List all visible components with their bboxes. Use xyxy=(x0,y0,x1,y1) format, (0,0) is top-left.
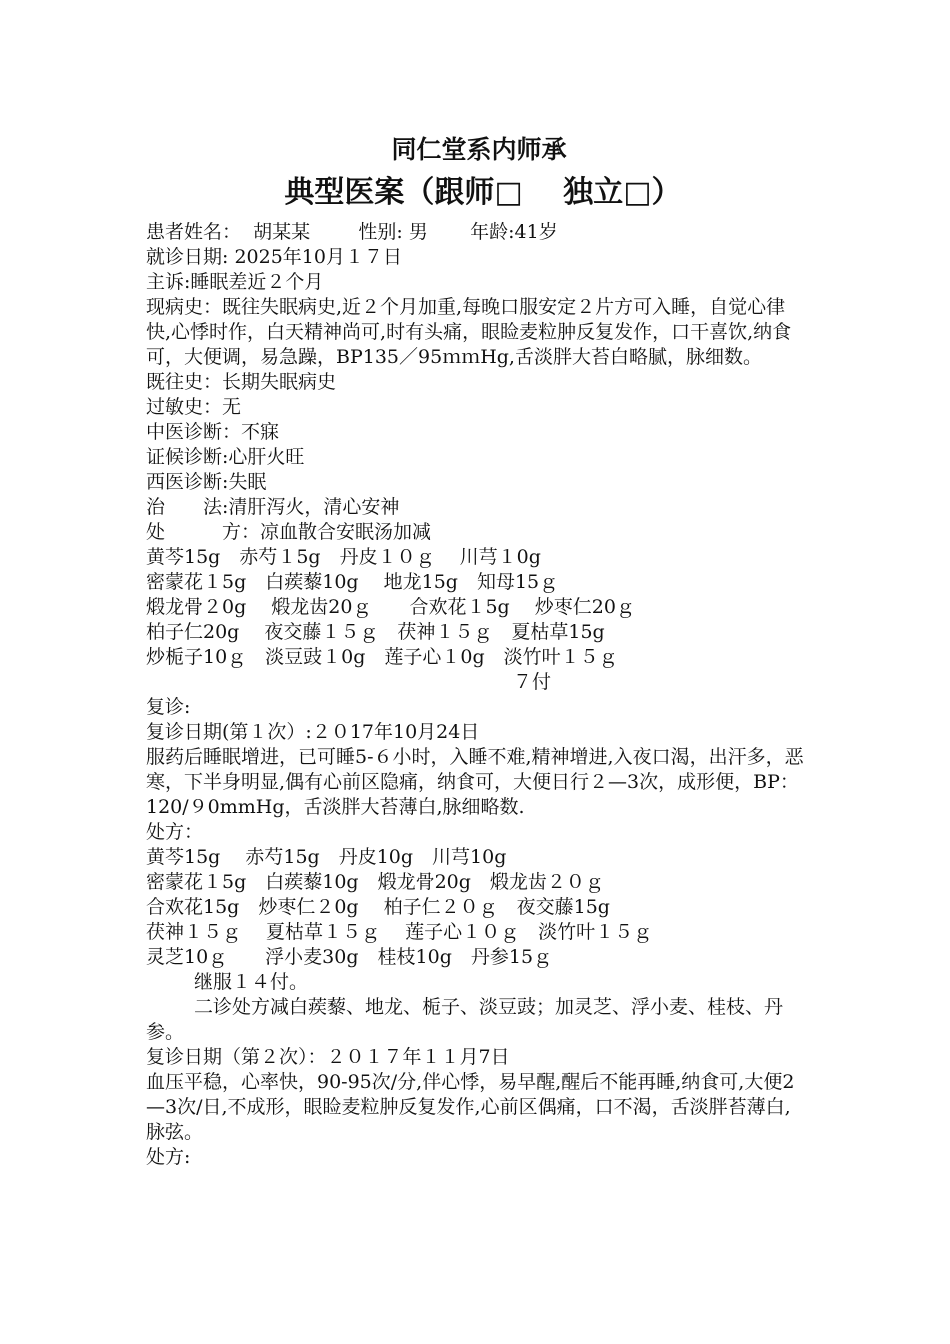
prescription-line: 合欢花15g 炒枣仁２0g 柏子仁２０ｇ 夜交藤15g xyxy=(146,896,610,918)
present-history: 现病史：既往失眠病史,近２个月加重,每晚口服安定２片方可入睡，自觉心律快,心悸时作，白天精神尚可,时有头痛，眼睑麦粒肿反复发作，口干喜饮,纳食可，大便调，易急躁，BP135／95ｍｍHg,舌淡胖大苔白略腻，脉细数。 xyxy=(146,296,792,368)
prescription-line: 柏子仁20g 夜交藤１５ｇ 茯神１５ｇ 夏枯草15g xyxy=(146,621,605,643)
visit-date: 就诊日期: 2025年10月１７日 xyxy=(146,246,402,268)
case-record-page xyxy=(146,130,808,1170)
followup-1-text: 服药后睡眠增进，已可睡5-６小时，入睡不难,精神增进,入夜口渴，出汗多，恶寒，下半身明显,偶有心前区隐痛，纳食可，大便日行２—3次，成形便，BP：120/９0mmHg，舌淡胖大苔薄白,脉细略数. xyxy=(146,746,804,818)
followup-2-rx-label: 处方: xyxy=(146,1146,191,1168)
followup-2-date: 复诊日期（第２次）：２０１７年１１月7日 xyxy=(146,1046,510,1068)
prescription-line: 黄芩15g 赤芍１5g 丹皮１０ｇ 川芎１0g xyxy=(146,546,541,568)
prescription-line: 煅龙骨２0g 煅龙齿20ｇ 合欢花１5g 炒枣仁20ｇ xyxy=(146,596,635,618)
prescription-line: 密蒙花１5g 白蒺藜10g 煅龙骨20g 煅龙齿２０ｇ xyxy=(146,871,604,893)
prescription-header: 处 方：凉血散合安眠汤加减 xyxy=(146,521,432,543)
patient-info: 患者姓名： 胡某某 性别: 男 年龄:41岁 xyxy=(146,221,558,243)
syndrome-diagnosis: 证候诊断:心肝火旺 xyxy=(146,446,305,468)
allergy-history: 过敏史：无 xyxy=(146,396,242,418)
page-title: 同仁堂系内师承 xyxy=(391,135,567,164)
prescription-line: 茯神１５ｇ 夏枯草１５ｇ 莲子心１０ｇ 淡竹叶１５ｇ xyxy=(146,921,653,943)
prescription-line: 黄芩15g 赤芍15g 丹皮10g 川芎10g xyxy=(146,846,507,868)
followup-label: 复诊: xyxy=(146,696,191,718)
western-diagnosis: 西医诊断:失眠 xyxy=(146,471,267,493)
prescription-line: 灵芝10ｇ 浮小麦30g 桂枝10g 丹参15ｇ xyxy=(146,946,553,968)
page-subtitle: 典型医案（跟师□ 独立□） xyxy=(284,175,682,210)
prescription-count: ７付 xyxy=(512,671,551,693)
chief-complaint: 主诉:睡眠差近２个月 xyxy=(146,271,324,293)
prescription-continue: 继服１４付。 xyxy=(194,971,309,993)
tcm-diagnosis: 中医诊断：不寐 xyxy=(146,421,280,443)
followup-2-text: 血压平稳，心率快，90-95次/分,伴心悸，易早醒,醒后不能再睡,纳食可,大便2—3次/日,不成形，眼睑麦粒肿反复发作,心前区偶痛，口不渴，舌淡胖苔薄白,脉弦。 xyxy=(146,1071,795,1143)
prescription-line: 炒栀子10ｇ 淡豆豉１0g 莲子心１0g 淡竹叶１５ｇ xyxy=(146,646,618,668)
treatment-method: 治 法:清肝泻火，清心安神 xyxy=(146,496,400,518)
prescription-note: 二诊处方减白蒺藜、地龙、栀子、淡豆豉；加灵芝、浮小麦、桂枝、丹参。 xyxy=(146,996,784,1043)
prescription-line: 密蒙花１5g 白蒺藜10g 地龙15g 知母15ｇ xyxy=(146,571,559,593)
followup-1-date: 复诊日期(第１次）:２０17年10月24日 xyxy=(146,721,480,743)
followup-1-rx-label: 处方： xyxy=(146,821,204,843)
past-history: 既往史：长期失眠病史 xyxy=(146,371,337,393)
